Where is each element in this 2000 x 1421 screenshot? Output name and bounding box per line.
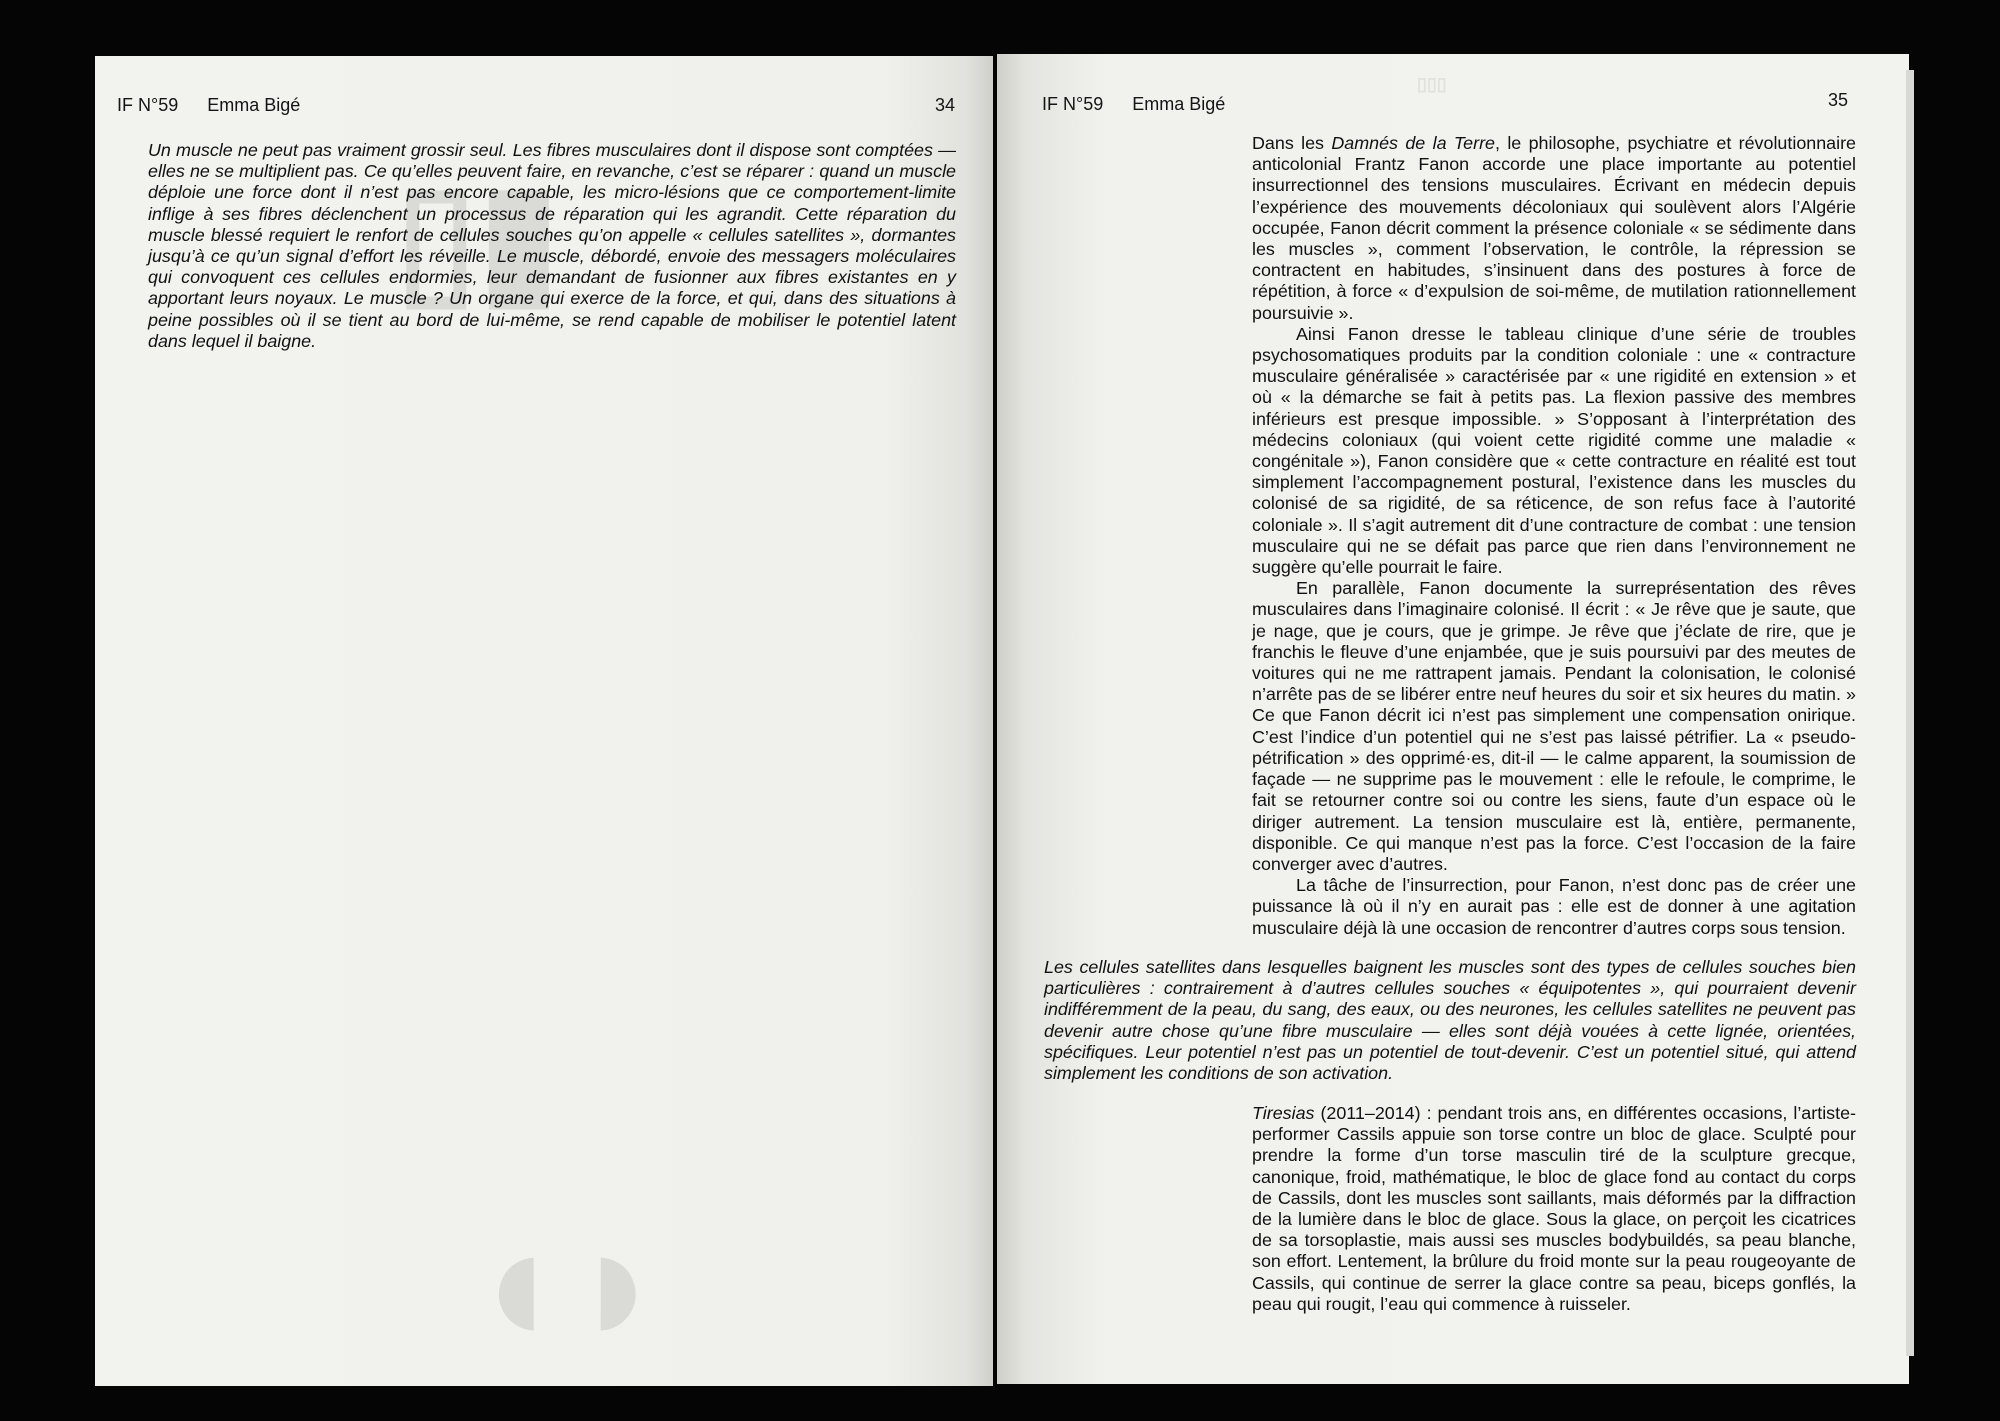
right-running-header [1042, 94, 1249, 115]
paragraph-clinical-table: Ainsi Fanon dresse le tableau clinique d’une série de troubles psychosomatiques produits par la condition coloniale : une « contracture musculaire généralisée » caractérisée par « une rigidité en extension » et où « la démarche se fait à petits pas. La flexion passive des membres inférieurs est presque impossible. » S’opposant à l’interprétation des médecins coloniaux (qui voient cette rigidité comme une maladie « congénitale »), Fanon considère que « cette contracture en réalité est tout simplement l’accompagnement postural, l’existence dans les muscles du colonisé de sa rigidité, de sa réticence, de son refus face à l’autorité coloniale ». Il s’agit autrement dit d’une contracture de combat : une tension musculaire qui ne se défait pas parce que rien dans l’environnement ne suggère qu’elle pourrait le faire. [1252, 323, 1856, 578]
paragraph-fanon-intro: Dans les Damnés de la Terre, le philosophe, psychiatre et révolutionnaire anticolonial Frantz Fanon accorde une place importante au potentiel insurrectionnel des tensions musculaires. Écrivant en médecin depuis l’expérience des mouvements décoloniaux qui soulèvent alors l’Algérie occupée, Fanon décrit comment la présence coloniale « se sédimente dans les muscles », comment l’observation, le contrôle, la répression se contractent en habitudes, s’insinuent dans des postures à force de répétition, à force « d’expulsion de soi-même, de mutilation rationnellement poursuivie ». [1252, 133, 1856, 323]
journal-issue: IF N°59 [117, 95, 179, 115]
book-title: Damnés de la Terre [1331, 133, 1495, 153]
paragraph-muscular-dreams: En parallèle, Fanon documente la surreprésentation des rêves musculaires dans l’imaginaire colonisé. Il écrit : « Je rêve que je saute, que je nage, que je cours, que je grimpe. Je rêve que j’éclate de rire, que je franchis le fleuve d’une enjambée, que je suis poursuivi par des meutes de voitures qui ne me rattrapent jamais. Pendant la colonisation, le colonisé n’arrête pas de se libérer entre neuf heures du soir et six heures du matin. » Ce que Fanon décrit ici n’est pas simplement une compensation onirique. C’est l’indice d’un potentiel qui ne s’est pas laissé pétrifier. La « pseudo-pétrification » des opprimé·es, dit-il — le calme apparent, la soumission de façade — ne supprime pas le mouvement : elle le refoule, le comprime, le fait se retourner contre soi ou contre les siens, faute d’un espace où le diriger autrement. La tension musculaire est là, entière, permanente, disponible. Ce qui manque n’est pas la force. C’est l’occasion de la faire converger avec d’autres. [1252, 578, 1856, 874]
right-page-number: 35 [1828, 90, 1849, 110]
show-through-shape: ◖◗ [465, 1189, 671, 1379]
left-running-header [117, 95, 324, 116]
artwork-title: Tiresias [1252, 1103, 1315, 1123]
tiresias-paragraph: Tiresias (2011–2014) : pendant trois ans, en différentes occasions, l’artiste-performer Cassils appuie son torse contre un bloc de glace. Sculpté pour prendre la forme d’un torse masculin tiré de la sculpture grecque, canonique, froid, mathématique, le bloc de glace fond au contact du corps de Cassils, dont les muscles sont saillants, mais déformés par la diffraction de la lumière dans le bloc de glace. Sous la glace, on perçoit les cicatrices de sa torsoplastie, mais aussi ses muscles bodybuildés, sa peau blanche, son effort. Lentement, la brûlure du froid monte sur la peau rougeoyante de Cassils, qui continue de serrer la glace contre sa peau, biceps gonflés, la peau qui rougit, l’eau qui commence à ruisseler. [1252, 1103, 1856, 1314]
author-name: Emma Bigé [207, 95, 301, 115]
page-edge [1906, 70, 1914, 1356]
left-page-number: 34 [935, 95, 956, 115]
left-note-text: Un muscle ne peut pas vraiment grossir seul. Les fibres musculaires dont il dispose sont comptées — elles ne se multiplient pas. Ce qu’elles peuvent faire, en revanche, c’est se réparer : quand un muscle déploie une force dont il n’est pas encore capable, les micro-lésions que ce comportement-limite inflige à ses fibres déclenchent un processus de réparation qui les agrandit. Cette réparation du muscle blessé requiert le renfort de cellules souches qu’on appelle « cellules satellites », dormantes jusqu’à ce qu’un signal d’effort les réveille. Le muscle, débordé, envoie des messagers moléculaires qui convoquent ces cellules endormies, leur demandant de fusionner aux fibres existantes en y apportant leurs noyaux. Le muscle ? Un organe qui exerce de la force, et qui, dans des situations à peine possibles où il se tient au bord de lui-même, se rend capable de mobiliser le potentiel latent dans lequel il baigne. [148, 140, 956, 351]
show-through-shape: ▯▯▯ [1417, 74, 1447, 94]
right-main-text [1252, 133, 1856, 939]
journal-issue: IF N°59 [1042, 94, 1104, 114]
author-name: Emma Bigé [1132, 94, 1226, 114]
show-through-shape: ▮▯ [395, 153, 561, 321]
paragraph-insurrection: La tâche de l’insurrection, pour Fanon, n’est donc pas de créer une puissance là où il n’y en aurait pas : elle est de donner à une agitation musculaire déjà là une occasion de rencontrer d’autres corps sous tension. [1252, 875, 1856, 938]
right-note-text: Les cellules satellites dans lesquelles baignent les muscles sont des types de cellules souches bien particulières : contrairement à d’autres cellules souches « équipotentes », qui pourraient devenir indifféremment de la peau, du sang, des eaux, ou des neurones, les cellules satellites ne peuvent pas devenir autre chose qu’une fibre musculaire — elles sont déjà vouées à cette lignée, orientées, spécifiques. Leur potentiel n’est pas un potentiel de tout-devenir. C’est un potentiel situé, qui attend simplement les conditions de son activation. [1044, 957, 1856, 1084]
